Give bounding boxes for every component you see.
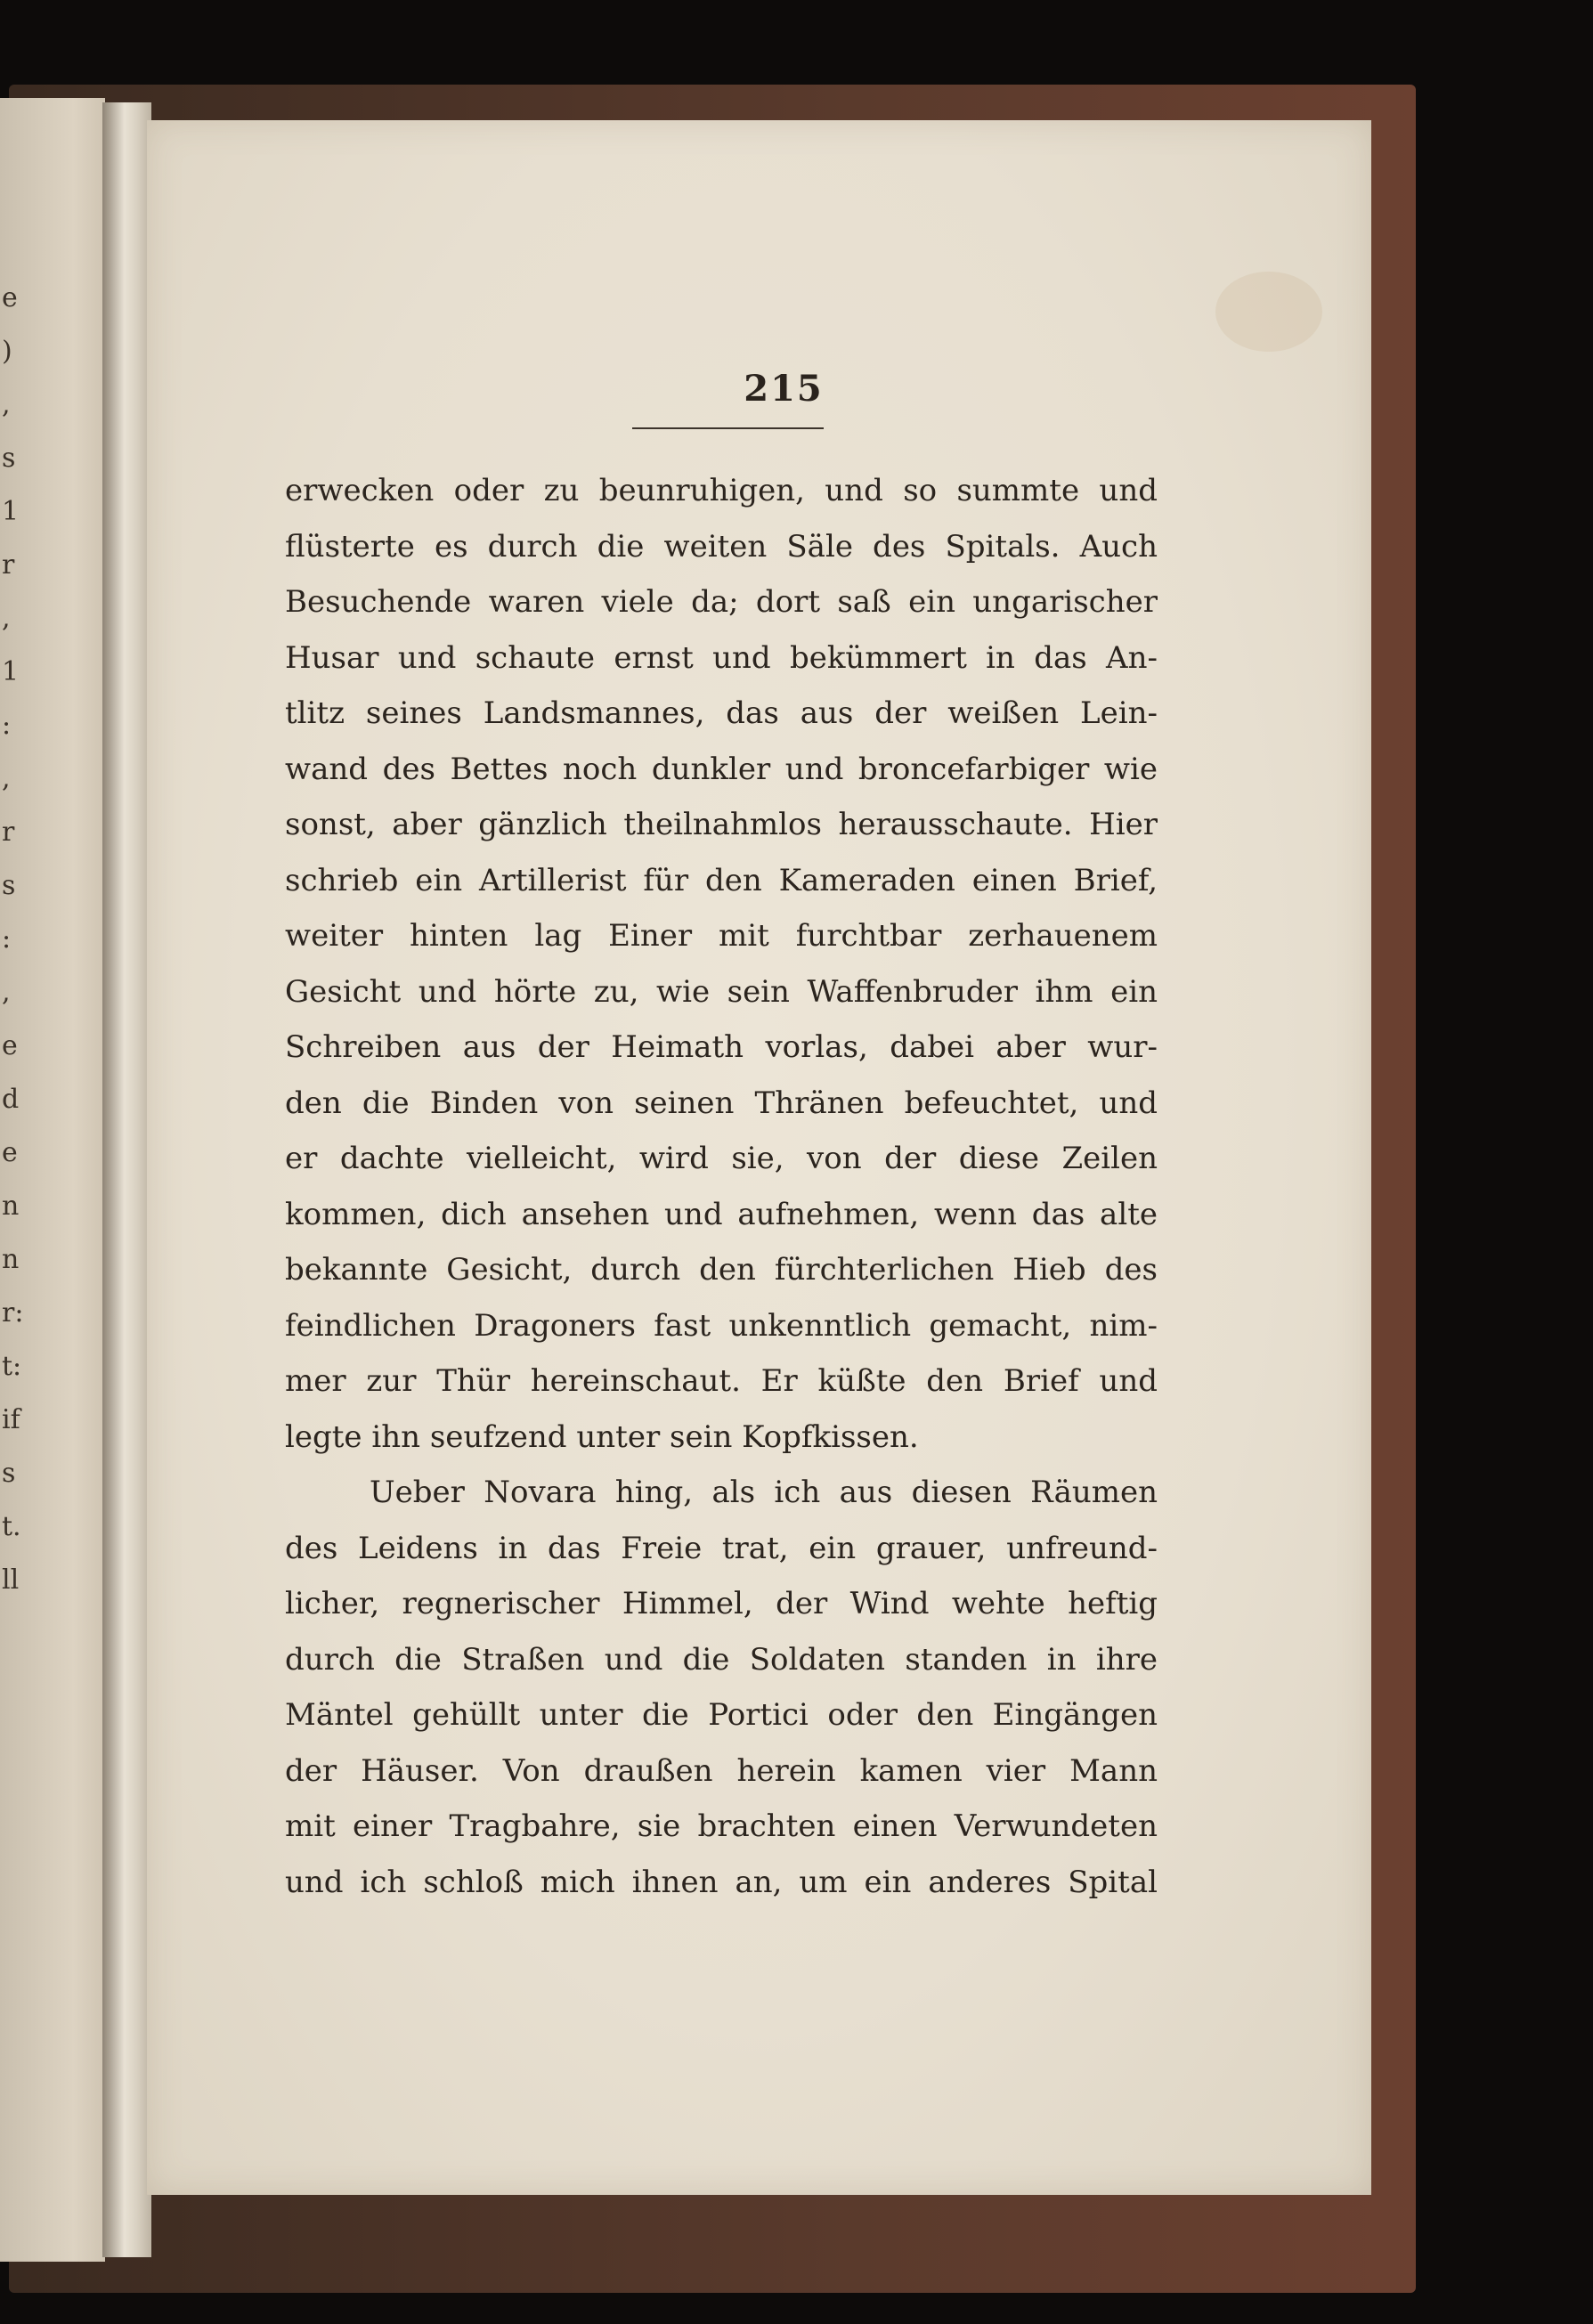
text-line: kommen, dich ansehen und aufnehmen, wenn das alte — [285, 1196, 1158, 1232]
page-number: 215 — [744, 368, 824, 410]
edge-fragment: t. — [2, 1511, 21, 1542]
edge-fragment: s — [2, 443, 16, 474]
header-rule — [632, 427, 824, 429]
text-line: Ueber Novara hing, als ich aus diesen Räumen — [370, 1475, 1158, 1510]
edge-fragment: e — [2, 1030, 18, 1061]
edge-fragment: d — [2, 1084, 20, 1115]
text-line: weiter hinten lag Einer mit furchtbar zerhauenem — [285, 918, 1158, 954]
text-line: Gesicht und hörte zu, wie sein Waffenbruder ihm ein — [285, 973, 1158, 1010]
text-line: er dachte vielleicht, wird sie, von der diese Zeilen — [285, 1141, 1158, 1176]
left-page-edge — [0, 98, 105, 2262]
edge-fragment: t: — [2, 1351, 22, 1382]
text-line: Besuchende waren viele da; dort saß ein ungarischer — [285, 584, 1158, 620]
edge-fragment: , — [2, 389, 11, 420]
edge-fragment: e — [2, 282, 18, 313]
text-line: mit einer Tragbahre, sie brachten einen Verwundeten — [285, 1808, 1158, 1844]
edge-fragment: ) — [2, 336, 12, 367]
text-line: tlitz seines Landsmannes, das aus der weißen Lein- — [285, 695, 1158, 731]
edge-fragment: , — [2, 603, 11, 634]
edge-fragment: n — [2, 1190, 20, 1222]
edge-fragment: e — [2, 1137, 18, 1168]
text-line: der Häuser. Von draußen herein kamen vier Mann — [285, 1752, 1158, 1789]
text-line: mer zur Thür hereinschaut. Er küßte den Brief und — [285, 1363, 1158, 1399]
edge-fragment: ll — [2, 1564, 20, 1596]
body-text — [285, 463, 1158, 1910]
text-line: schrieb ein Artillerist für den Kameraden einen Brief, — [285, 862, 1158, 898]
text-line: Schreiben aus der Heimath vorlas, dabei aber wur- — [285, 1029, 1158, 1065]
paper-stain — [1215, 272, 1322, 352]
text-line: des Leidens in das Freie trat, ein grauer, unfreund- — [285, 1530, 1158, 1566]
text-line: bekannte Gesicht, durch den fürchterlichen Hieb des — [285, 1252, 1158, 1288]
text-line: Mäntel gehüllt unter die Portici oder den Eingängen — [285, 1697, 1158, 1733]
text-line: erwecken oder zu beunruhigen, und so summte und — [285, 473, 1158, 508]
edge-fragment: 1 — [2, 496, 20, 527]
edge-fragment: r — [2, 549, 15, 581]
text-line: legte ihn seufzend unter sein Kopfkissen. — [285, 1418, 919, 1455]
edge-fragment: if — [2, 1404, 20, 1435]
text-line: flüsterte es durch die weiten Säle des Spitals. Auch — [285, 528, 1158, 565]
text-line: und ich schloß mich ihnen an, um ein anderes Spital — [285, 1864, 1158, 1900]
edge-fragment: s — [2, 870, 16, 901]
text-line: sonst, aber gänzlich theilnahmlos herausschaute. Hier — [285, 807, 1158, 842]
edge-fragment: : — [2, 923, 12, 955]
text-line: wand des Bettes noch dunkler und broncefarbiger wie — [285, 751, 1158, 787]
edge-fragment: r: — [2, 1297, 24, 1329]
edge-fragment: , — [2, 977, 11, 1008]
right-page — [147, 120, 1371, 2195]
text-line: den die Binden von seinen Thränen befeuchtet, und — [285, 1085, 1158, 1121]
edge-fragment: : — [2, 710, 12, 741]
edge-fragment: n — [2, 1244, 20, 1275]
text-line: durch die Straßen und die Soldaten standen in ihre — [285, 1641, 1158, 1678]
edge-fragment: s — [2, 1458, 16, 1489]
text-line: feindlichen Dragoners fast unkenntlich gemacht, nim- — [285, 1307, 1158, 1344]
text-line: licher, regnerischer Himmel, der Wind wehte heftig — [285, 1586, 1158, 1621]
text-line: Husar und schaute ernst und bekümmert in das An- — [285, 639, 1158, 676]
edge-fragment: 1 — [2, 656, 20, 687]
book-gutter — [102, 102, 151, 2257]
edge-fragment: , — [2, 763, 11, 794]
edge-fragment: r — [2, 817, 15, 848]
